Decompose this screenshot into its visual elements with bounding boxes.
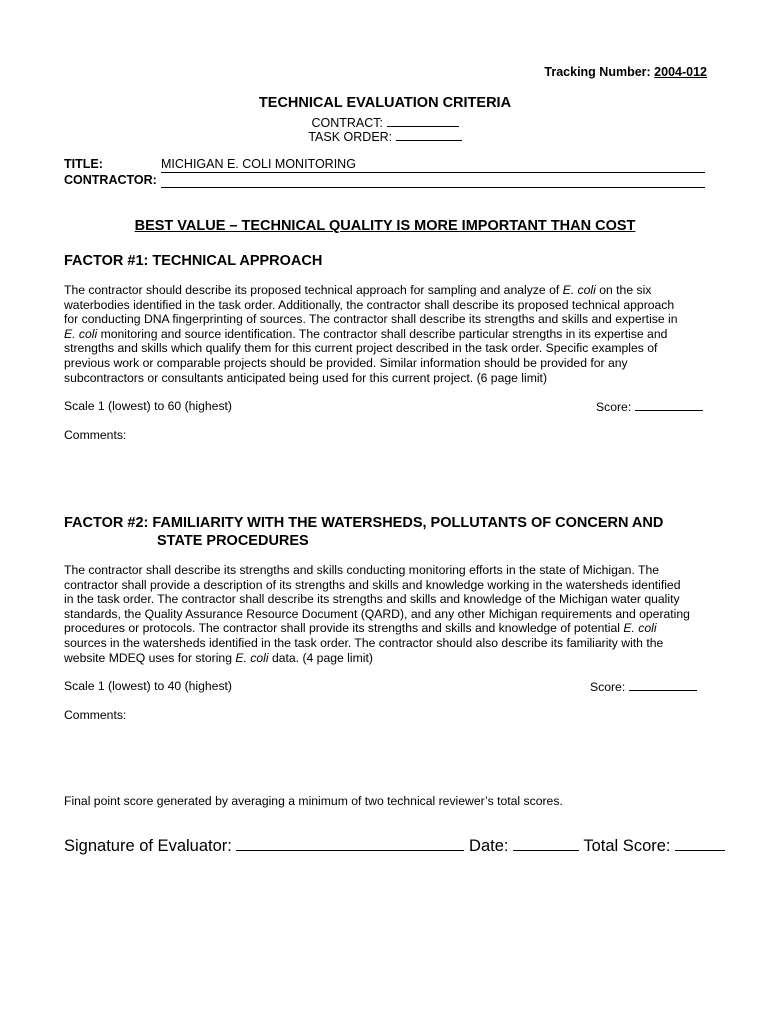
factor1-line-post: on the six (595, 283, 652, 297)
title-label: TITLE: (64, 157, 103, 171)
factor2-line-pre: sources in the watersheds identified in the task order. The contractor should also describe its familiarity with the (64, 635, 664, 650)
factor2-score-label: Score: (590, 680, 626, 694)
factor1-line (64, 356, 678, 371)
factor2-line (64, 636, 690, 651)
factor2-line-post: data. (4 page limit) (268, 650, 373, 665)
factor2-scale: Scale 1 (lowest) to 40 (highest) (64, 679, 232, 693)
document-title: TECHNICAL EVALUATION CRITERIA (258, 95, 512, 111)
total-score-blank[interactable] (675, 836, 725, 851)
factor1-line-pre: subcontractors or consultants anticipated being used for this current project. (6 page limit) (64, 370, 548, 385)
factor2-line-pre: standards, the Quality Assurance Resource Document (QARD), and any other Michigan requirements and operating (64, 606, 690, 621)
factor2-line (64, 592, 690, 607)
factor1-comments-label: Comments: (64, 428, 127, 442)
task-order-label: TASK ORDER: (308, 130, 393, 144)
task-order-blank[interactable] (396, 128, 462, 141)
factor1-line (64, 298, 678, 313)
factor2-heading-line2: STATE PROCEDURES (157, 533, 309, 549)
factor2-line-pre: website MDEQ uses for storing (64, 650, 236, 665)
factor1-score (596, 399, 703, 414)
title-value: MICHIGAN E. COLI MONITORING (161, 157, 356, 171)
title-underline (161, 172, 705, 173)
factor2-line-pre: The contractor shall describe its strengths and skills conducting monitoring efforts in the state of Michigan. The (64, 563, 660, 577)
signature-row (64, 836, 725, 856)
factor1-line (64, 327, 678, 342)
factor1-line-it: E. coli (562, 283, 596, 297)
factor2-line-it: E. coli (623, 621, 657, 636)
factor1-line-it: E. coli (64, 326, 98, 341)
factor2-line-it: E. coli (235, 650, 269, 665)
factor2-score-blank[interactable] (629, 679, 697, 691)
factor1-score-label: Score: (596, 400, 632, 414)
date-label: Date: (469, 837, 509, 855)
factor1-score-blank[interactable] (635, 399, 703, 411)
tracking-number (544, 65, 707, 79)
factor1-line-pre: The contractor should describe its proposed technical approach for sampling and analyze of (64, 283, 563, 297)
contract-label: CONTRACT: (311, 116, 384, 130)
factor1-line-pre: strengths and skills which qualify them for this current project described in the task order. Specific examples of (64, 341, 658, 356)
contractor-label: CONTRACTOR: (64, 173, 157, 187)
tracking-label: Tracking Number: (544, 65, 651, 79)
factor1-line (64, 312, 678, 327)
factor1-line-post: monitoring and source identification. The contractor shall describe particular strengths in its expertise and (97, 326, 668, 341)
factor2-line (64, 578, 690, 593)
factor1-line (64, 283, 678, 298)
factor2-line-pre: in the task order. The contractor shall describe its strengths and skills and knowledge of the Michigan water quality (64, 592, 680, 607)
factor1-line (64, 371, 678, 386)
final-score-note: Final point score generated by averaging a minimum of two technical reviewer’s total scores. (64, 794, 563, 808)
factor1-line (64, 341, 678, 356)
factor1-heading: FACTOR #1: TECHNICAL APPROACH (64, 253, 323, 269)
factor1-line-pre: previous work or comparable projects should be provided. Similar information should be provided for any (64, 355, 628, 370)
date-blank[interactable] (513, 836, 579, 851)
contract-blank[interactable] (387, 114, 459, 127)
signature-blank[interactable] (236, 836, 464, 851)
factor2-score (590, 679, 697, 694)
factor2-line (64, 621, 690, 636)
factor1-line-pre: for conducting DNA fingerprinting of sources. The contractor shall describe its strengths and skills and expertise in (64, 312, 678, 327)
factor2-line-pre: procedures or protocols. The contractor shall provide its strengths and skills and knowledge of potential (64, 621, 624, 636)
factor2-line (64, 607, 690, 622)
signature-label: Signature of Evaluator: (64, 837, 232, 855)
factor2-paragraph (64, 563, 690, 665)
tracking-number-value: 2004-012 (654, 65, 707, 79)
best-value-heading: BEST VALUE – TECHNICAL QUALITY IS MORE IMPORTANT THAN COST (134, 218, 636, 234)
factor2-heading-line1: FACTOR #2: FAMILIARITY WITH THE WATERSHEDS, POLLUTANTS OF CONCERN AND (64, 515, 664, 531)
factor1-scale: Scale 1 (lowest) to 60 (highest) (64, 399, 232, 413)
factor1-line-pre: waterbodies identified in the task order. Additionally, the contractor shall describe its proposed technical approach (64, 297, 675, 312)
contractor-underline (161, 187, 705, 188)
total-score-label: Total Score: (583, 837, 671, 855)
factor2-line-pre: contractor shall provide a description of its strengths and skills and knowledge working in the watersheds identified (64, 577, 681, 592)
factor2-comments-label: Comments: (64, 708, 127, 722)
factor2-line (64, 651, 690, 666)
task-order-line (0, 128, 770, 144)
factor1-paragraph (64, 283, 678, 385)
factor2-line (64, 563, 690, 578)
